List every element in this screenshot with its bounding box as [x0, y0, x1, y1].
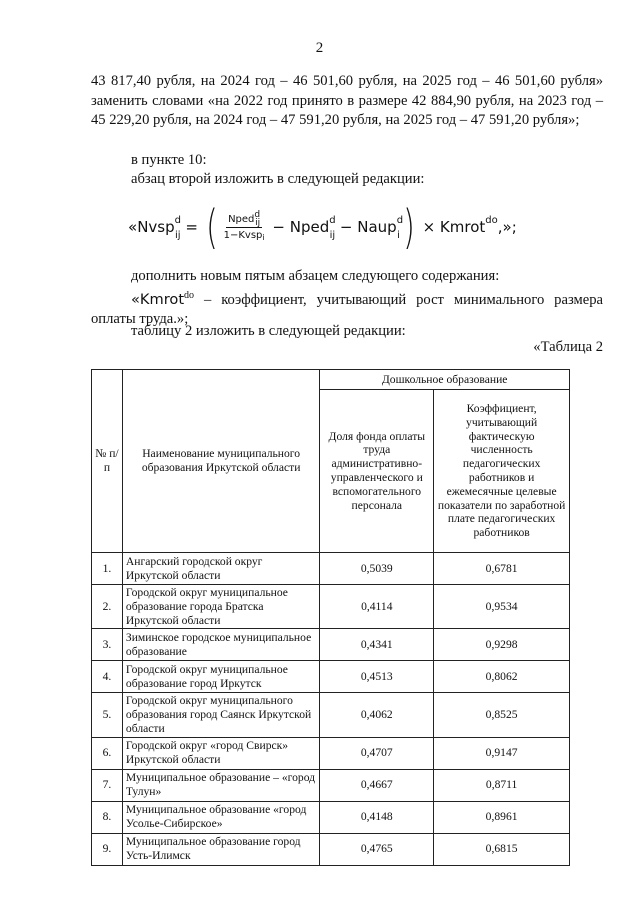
kmrot-symbol-sup: do — [184, 290, 195, 301]
row-num: 2. — [92, 585, 123, 629]
row-name: Городской округ муниципального образования город Саянск Иркутской области — [122, 693, 319, 737]
formula-lhs — [137, 215, 181, 241]
row-value-a: 0,4114 — [320, 585, 434, 629]
formula-term-nped — [289, 215, 336, 241]
row-value-b: 0,8062 — [434, 661, 570, 693]
line-table-intro: таблицу 2 изложить в следующей редакции: — [131, 323, 406, 339]
row-value-b: 0,9147 — [434, 737, 570, 769]
formula-open-quote: « — [128, 218, 138, 236]
formula-term-nped-sub: ij — [329, 230, 336, 241]
table-row — [92, 585, 570, 629]
row-num: 8. — [92, 801, 123, 833]
formula-equals: = — [180, 218, 203, 236]
line-abzac-vtoroy: абзац второй изложить в следующей редакции: — [131, 171, 425, 187]
formula-frac-den-sub: i — [262, 232, 265, 242]
row-value-a: 0,4765 — [320, 833, 434, 865]
table-label: «Таблица 2 — [533, 339, 603, 355]
formula-frac-denominator — [224, 228, 265, 241]
formula-term-naup-sup: d — [396, 215, 404, 226]
formula-tail: ,»; — [497, 218, 517, 236]
table-row — [92, 693, 570, 737]
row-value-b: 0,6781 — [434, 553, 570, 585]
formula-frac-den-base: 1−Kvsp — [223, 229, 263, 241]
formula-frac-numerator — [226, 209, 262, 228]
table-body — [92, 553, 570, 866]
row-num: 3. — [92, 629, 123, 661]
table-row — [92, 737, 570, 769]
formula-paren-open: ( — [205, 200, 218, 254]
row-name: Муниципальное образование – «город Тулун» — [122, 769, 319, 801]
row-num: 4. — [92, 661, 123, 693]
row-value-b: 0,9298 — [434, 629, 570, 661]
formula-times: × — [417, 218, 440, 236]
row-name: Ангарский городской округ Иркутской области — [122, 553, 319, 585]
row-num: 5. — [92, 693, 123, 737]
row-value-a: 0,4341 — [320, 629, 434, 661]
row-value-a: 0,4062 — [320, 693, 434, 737]
row-value-b: 0,6815 — [434, 833, 570, 865]
table-row — [92, 661, 570, 693]
formula-lhs-sup: d — [174, 215, 181, 226]
formula-term-nped-sup: d — [329, 215, 336, 226]
row-name: Муниципальное образование город Усть-Илимск — [122, 833, 319, 865]
formula-minus-2: − — [335, 218, 358, 236]
formula — [128, 196, 548, 258]
formula-frac-num-sup: d — [254, 209, 261, 220]
header-col-b: Коэффициент, учитывающий фактическую численность педагогических работников и ежемесячные целевые показатели по заработной плате педагогических работников — [434, 390, 570, 553]
row-name: Городской округ муниципальное образование город Иркутск — [122, 661, 319, 693]
row-num: 1. — [92, 553, 123, 585]
page-number: 2 — [315, 40, 324, 56]
row-num: 7. — [92, 769, 123, 801]
row-name: Зиминское городское муниципальное образование — [122, 629, 319, 661]
kmrot-symbol: «Kmrot — [131, 290, 185, 308]
row-num: 9. — [92, 833, 123, 865]
row-value-a: 0,5039 — [320, 553, 434, 585]
formula-term-naup-sub: i — [397, 230, 400, 241]
line-dopolnit: дополнить новым пятым абзацем следующего содержания: — [131, 268, 500, 284]
formula-kmrot-base: Kmrot — [439, 218, 486, 236]
header-col-a: Доля фонда оплаты труда административно-управленческого и вспомогательного персонала — [320, 390, 434, 553]
table-row — [92, 553, 570, 585]
formula-minus-1: − — [267, 218, 290, 236]
formula-paren-close: ) — [403, 200, 415, 254]
formula-lhs-base: Nvsp — [137, 218, 175, 236]
header-name: Наименование муниципального образования Иркутской области — [122, 370, 319, 553]
header-group: Дошкольное образование — [320, 370, 570, 390]
row-value-a: 0,4148 — [320, 801, 434, 833]
kmrot-definition-text: – коэффициент, учитывающий рост минимального размера оплаты труда.»; — [91, 291, 603, 328]
row-value-a: 0,4707 — [320, 737, 434, 769]
row-name: Муниципальное образование «город Усолье-Сибирское» — [122, 801, 319, 833]
row-value-b: 0,8961 — [434, 801, 570, 833]
formula-frac-num-sub: ij — [255, 217, 261, 228]
row-value-b: 0,8711 — [434, 769, 570, 801]
row-name: Городской округ «город Свирск» Иркутской области — [122, 737, 319, 769]
formula-term-naup — [357, 215, 404, 241]
data-table — [91, 369, 570, 866]
formula-fraction — [223, 209, 265, 242]
formula-kmrot — [439, 215, 498, 236]
line-punkt-10: в пункте 10: — [131, 152, 207, 168]
formula-term-nped-base: Nped — [289, 218, 330, 236]
formula-term-naup-base: Naup — [357, 218, 397, 236]
header-num: № п/п — [92, 370, 123, 553]
row-value-b: 0,8525 — [434, 693, 570, 737]
paragraph-amounts: 43 817,40 рубля, на 2024 год – 46 501,60 рубля, на 2025 год – 46 501,60 рубля» заменить словами «на 2022 год принято в размере 42 884,90 рубля, на 2023 год – 45 229,20 рубля, на 2024 год – 47 591,20 рубля, на 2025 год – 47 591,20 рубля»; — [91, 73, 603, 129]
table-row — [92, 801, 570, 833]
formula-lhs-sub: ij — [174, 230, 181, 241]
table-row — [92, 833, 570, 865]
formula-kmrot-sup: do — [485, 215, 498, 226]
row-name: Городской округ муниципальное образование города Братска Иркутской области — [122, 585, 319, 629]
row-num: 6. — [92, 737, 123, 769]
table-row — [92, 629, 570, 661]
row-value-a: 0,4667 — [320, 769, 434, 801]
row-value-b: 0,9534 — [434, 585, 570, 629]
row-value-a: 0,4513 — [320, 661, 434, 693]
formula-frac-num-base: Nped — [228, 213, 255, 225]
table-row — [92, 769, 570, 801]
